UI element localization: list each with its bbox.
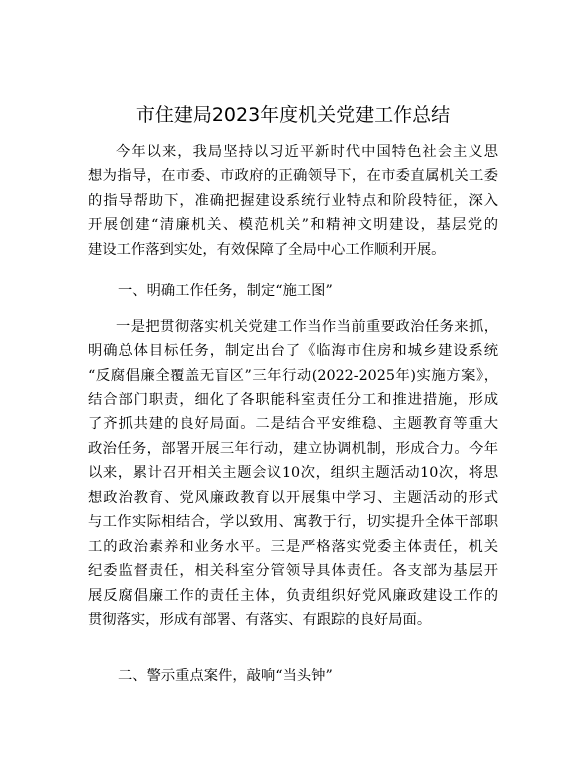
paragraph-2-line-6: 政治任务，部署开展三年行动，建立协调机制，形成合力。今年 [88, 441, 498, 457]
paragraph-2-line-12: 展反腐倡廉工作的责任主体，负责组织好党风廉政建设工作的 [88, 588, 498, 604]
paragraph-2-line-7: 以来，累计召开相关主题会议10次，组织主题活动10次，将思 [88, 465, 498, 481]
paragraph-2-line-2: 明确总体目标任务，制定出台了《临海市住房和城乡建设系统 [88, 343, 498, 359]
paragraph-2-line-9: 与工作实际相结合，学以致用、寓教于行，切实提升全体干部职 [88, 514, 498, 530]
document-title: 市住建局2023年度机关党建工作总结 [135, 104, 451, 126]
paragraph-2-line-11: 纪委监督责任，相关科室分管领导具体责任。各支部为基层开 [88, 563, 498, 579]
paragraph-2-line-5: 了齐抓共建的良好局面。二是结合平安维稳、主题教育等重大 [88, 416, 498, 432]
section-heading-2: 二、警示重点案件，敲响“当头钟” [118, 668, 333, 684]
paragraph-1-line-2: 想为指导，在市委、市政府的正确领导下，在市委直属机关工委 [88, 168, 498, 184]
paragraph-1-line-4: 开展创建“清廉机关、模范机关”和精神文明建设，基层党的 [88, 217, 498, 233]
paragraph-1-line-5: 建设工作落到实处，有效保障了全局中心工作顺利开展。 [88, 242, 446, 258]
paragraph-2-line-1: 一是把贯彻落实机关党建工作当作当前重要政治任务来抓， [116, 319, 498, 335]
section-heading-1: 一、明确工作任务，制定“施工图” [118, 283, 333, 299]
paragraph-2-line-3: “反腐倡廉全覆盖无盲区”三年行动(2022-2025年)实施方案》， [88, 368, 498, 384]
paragraph-2-line-13: 贯彻落实，形成有部署、有落实、有跟踪的良好局面。 [88, 612, 432, 628]
paragraph-1-line-1: 今年以来，我局坚持以习近平新时代中国特色社会主义思 [116, 144, 498, 160]
paragraph-2-line-4: 结合部门职责，细化了各职能科室责任分工和推进措施，形成 [88, 392, 498, 408]
paragraph-2-line-10: 工的政治素养和业务水平。三是严格落实党委主体责任，机关 [88, 539, 498, 555]
paragraph-2-line-8: 想政治教育、党风廉政教育以开展集中学习、主题活动的形式 [88, 490, 498, 506]
paragraph-1-line-3: 的指导帮助下，准确把握建设系统行业特点和阶段特征，深入 [88, 193, 498, 209]
